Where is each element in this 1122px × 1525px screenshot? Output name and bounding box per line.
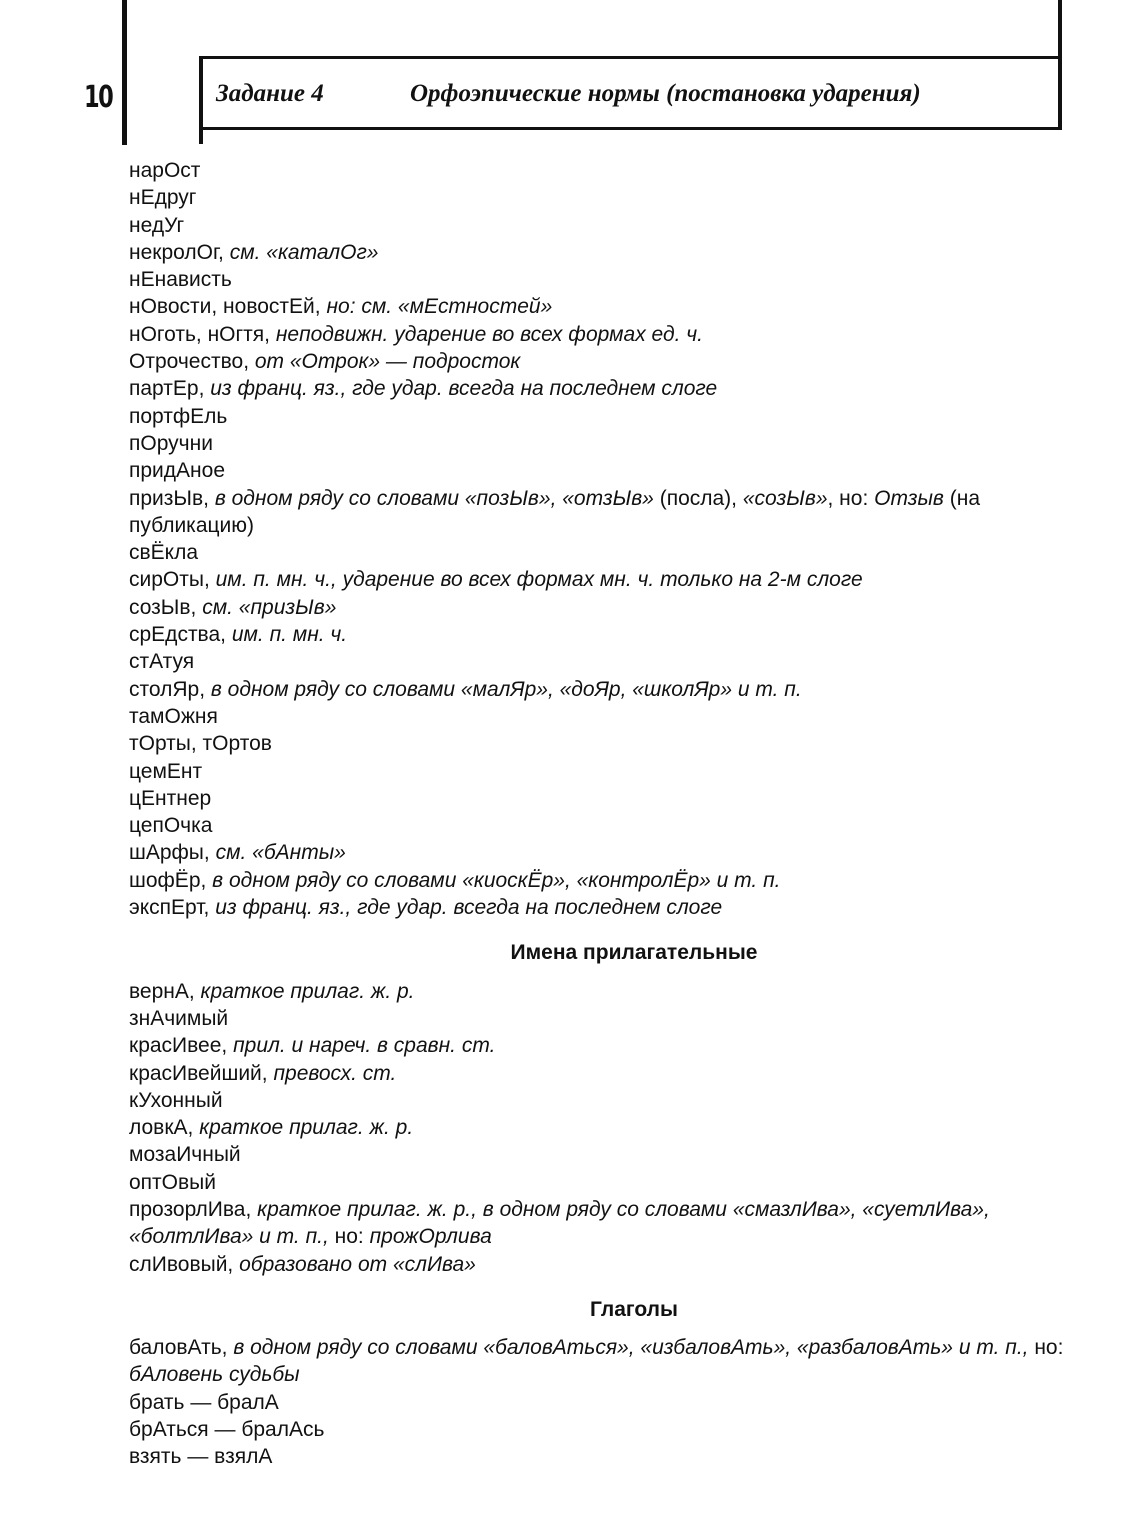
entry-text: но: (1028, 1336, 1064, 1360)
headword: столЯр, (129, 677, 206, 701)
headword: свЁкла (129, 541, 199, 565)
headword: придАное (129, 459, 225, 483)
dictionary-entry (129, 1032, 1079, 1059)
dictionary-entry (129, 1416, 1079, 1443)
dictionary-entry (129, 184, 1079, 211)
headword: созЫв, (129, 595, 197, 619)
headword: нОвости, новостЕй, (129, 295, 321, 319)
dictionary-entry (129, 676, 1079, 703)
headword: брать — бралА (129, 1390, 279, 1414)
headword: нЕнависть (129, 268, 232, 292)
dictionary-entry (129, 212, 1079, 239)
headword: сирОты, (129, 568, 210, 592)
dictionary-entry (129, 594, 1079, 621)
entry-note: см. «каталОг» (223, 240, 379, 264)
headword: шофЁр, (129, 868, 207, 892)
headword: мозаИчный (129, 1143, 241, 1167)
entry-note: см. «призЫв» (196, 595, 337, 619)
entry-note: но: см. «мЕстностей» (320, 295, 553, 319)
entry-note: в одном ряду со словами «позЫв», «отзЫв» (209, 486, 654, 510)
entry-note: прожОрлива (369, 1225, 492, 1249)
entry-note: в одном ряду со словами «малЯр», «доЯр, «школЯр» и т. п. (205, 677, 802, 701)
headword: экспЕрт, (129, 896, 210, 920)
headword: стАтуя (129, 650, 195, 674)
nouns-list (129, 157, 1079, 921)
headword: взять — взялА (129, 1445, 273, 1469)
dictionary-entry (129, 348, 1079, 375)
dictionary-entry (129, 403, 1079, 430)
dictionary-entry (129, 1114, 1079, 1141)
entry-note: в одном ряду со словами «киоскЁр», «контролЁр» и т. п. (206, 868, 781, 892)
dictionary-entry (129, 621, 1079, 648)
dictionary-entry (129, 1196, 1079, 1251)
dictionary-entry (129, 785, 1079, 812)
dictionary-entry (129, 1141, 1079, 1168)
entry-note: превосх. ст. (267, 1061, 397, 1085)
headword: брАться — бралАсь (129, 1418, 325, 1442)
dictionary-entry (129, 239, 1079, 266)
dictionary-entry (129, 293, 1079, 320)
headword: нОготь, нОгтя, (129, 322, 270, 346)
headword: красИвее, (129, 1034, 228, 1058)
entry-text: , но: (827, 486, 875, 510)
entry-note: краткое прилаг. ж. р., в одном ряду со словами «смазлИва», «суетлИва», «болтлИва» и т. п., (129, 1197, 990, 1249)
adjectives-heading: Имена прилагательные (510, 941, 758, 965)
entry-note: краткое прилаг. ж. р. (194, 979, 415, 1003)
entry-note: прил. и нареч. в сравн. ст. (227, 1034, 496, 1058)
headword: слИвовый, (129, 1252, 234, 1276)
entry-note: неподвижн. ударение во всех формах ед. ч. (270, 322, 703, 346)
headword: пОручни (129, 431, 213, 455)
headword: Отрочество, (129, 350, 250, 374)
headword: ловкА, (129, 1116, 194, 1140)
headword: красИвейший, (129, 1061, 268, 1085)
dictionary-entry (129, 375, 1079, 402)
headword: баловАть, (129, 1336, 228, 1360)
entry-note: из франц. яз., где удар. всегда на последнем слоге (209, 896, 723, 920)
dictionary-entry (129, 566, 1079, 593)
dictionary-entry (129, 1389, 1079, 1416)
headword: нарОст (129, 159, 201, 182)
headword: цемЕнт (129, 759, 203, 783)
headword: портфЕль (129, 404, 228, 428)
dictionary-entry (129, 321, 1079, 348)
dictionary-entry (129, 703, 1079, 730)
dictionary-entry (129, 1060, 1079, 1087)
task-label: Задание 4 (216, 80, 324, 107)
entry-note: им. п. мн. ч. (226, 623, 348, 647)
entry-note: см. «бАнты» (209, 841, 346, 865)
headword: недУг (129, 213, 185, 237)
dictionary-entry (129, 758, 1079, 785)
dictionary-entry (129, 539, 1079, 566)
headword: прозорлИва, (129, 1197, 252, 1221)
dictionary-entry (129, 1334, 1079, 1389)
dictionary-entry (129, 430, 1079, 457)
adjectives-list (129, 978, 1079, 1278)
dictionary-entry (129, 157, 1079, 184)
dictionary-entry (129, 1169, 1079, 1196)
headword: тамОжня (129, 704, 218, 728)
dictionary-entry (129, 839, 1079, 866)
headword: срЕдства, (129, 623, 226, 647)
verbs-list (129, 1334, 1079, 1470)
dictionary-entry (129, 457, 1079, 484)
entry-note: в одном ряду со словами «баловАться», «избаловАть», «разбаловАть» и т. п., (227, 1336, 1029, 1360)
dictionary-entry (129, 730, 1079, 757)
dictionary-entry (129, 812, 1079, 839)
entry-note: из франц. яз., где удар. всегда на последнем слоге (204, 377, 718, 401)
task-title: Орфоэпические нормы (постановка ударения) (410, 80, 921, 107)
headword: вернА, (129, 979, 195, 1003)
dictionary-entry (129, 978, 1079, 1005)
headword: нЕдруг (129, 186, 197, 210)
headword: тОрты, тОртов (129, 732, 272, 756)
entry-note: образовано от «слИва» (233, 1252, 476, 1276)
entry-note: бАловень судьбы (129, 1363, 300, 1387)
dictionary-entry (129, 1443, 1079, 1470)
headword: цЕнтнер (129, 786, 212, 810)
headword: партЕр, (129, 377, 205, 401)
entry-note: от «Отрок» — подросток (249, 350, 521, 374)
margin-bar (122, 0, 127, 145)
header-rule (1058, 0, 1062, 58)
entry-text: но: (328, 1225, 370, 1249)
dictionary-entry (129, 1087, 1079, 1114)
headword: призЫв, (129, 486, 209, 510)
dictionary-entry (129, 266, 1079, 293)
verbs-heading: Глаголы (590, 1297, 678, 1321)
entry-note: краткое прилаг. ж. р. (193, 1116, 414, 1140)
headword: знАчимый (129, 1006, 229, 1030)
dictionary-entry (129, 894, 1079, 921)
page-number: 10 (84, 80, 113, 115)
entry-note: «созЫв» (742, 486, 828, 510)
dictionary-entry (129, 648, 1079, 675)
dictionary-entry (129, 1251, 1079, 1278)
dictionary-content (129, 157, 1079, 1471)
entry-text: (на публикацию) (129, 486, 981, 537)
headword: некролОг, (129, 240, 224, 264)
entry-note: им. п. мн. ч., ударение во всех формах мн. ч. только на 2-м слоге (209, 568, 863, 592)
entry-note: Отзыв (874, 486, 944, 510)
headword: шАрфы, (129, 841, 210, 865)
entry-text: (посла), (653, 486, 743, 510)
headword: оптОвый (129, 1170, 216, 1194)
headword: кУхонный (129, 1088, 223, 1112)
dictionary-entry (129, 485, 1079, 540)
headword: цепОчка (129, 814, 213, 838)
dictionary-entry (129, 867, 1079, 894)
dictionary-entry (129, 1005, 1079, 1032)
header-frame-left-rule (199, 56, 203, 144)
